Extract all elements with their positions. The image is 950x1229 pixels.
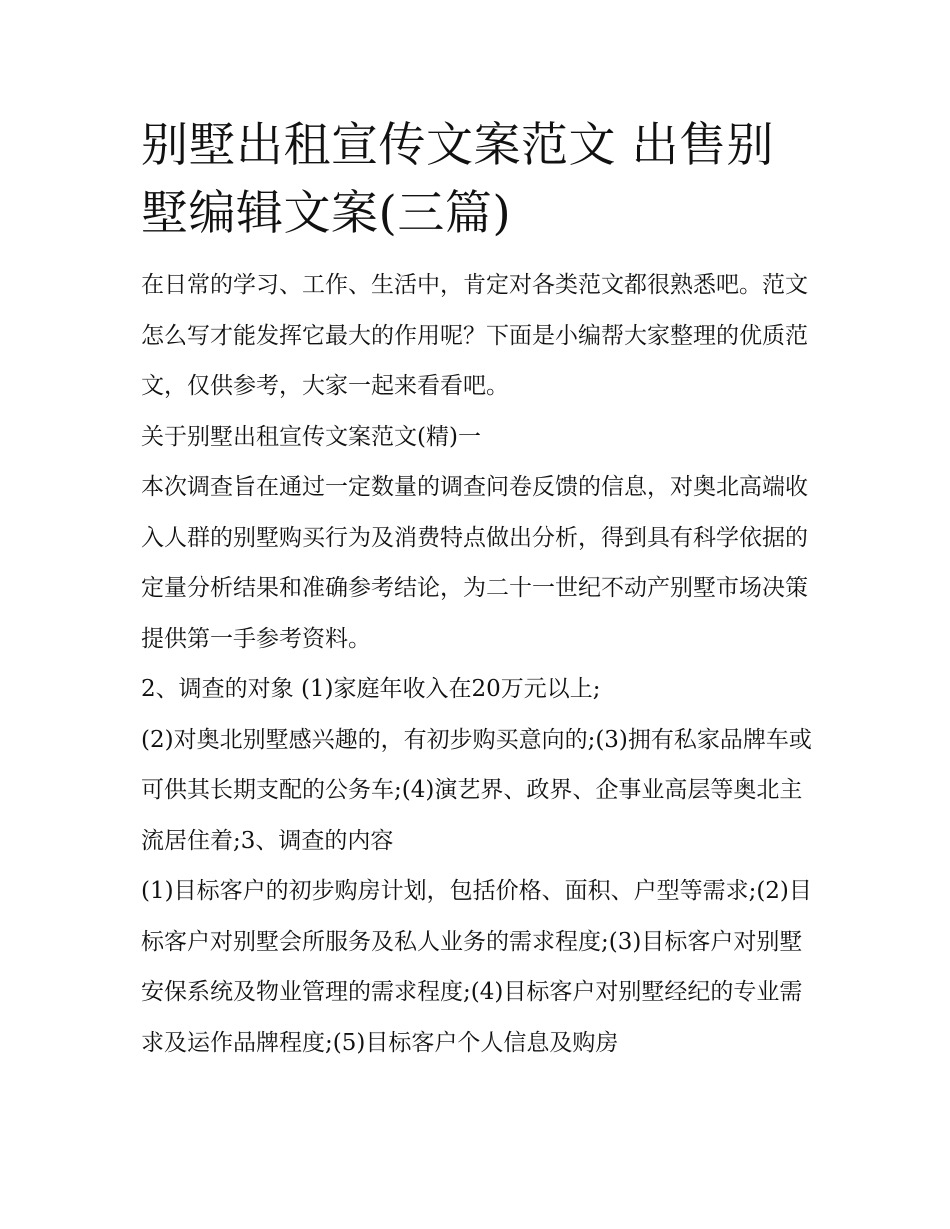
paragraph-target-criteria: (2)对奥北别墅感兴趣的，有初步购买意向的;(3)拥有私家品牌车或可供其长期支配的公务车;(4)演艺界、政界、企事业高层等奥北主流居住着;3、调查的内容 [141,726,812,854]
document-body [141,260,813,1068]
paragraph-survey-purpose: 本次调查旨在通过一定数量的调查问卷反馈的信息，对奥北高端收入人群的别墅购买行为及消费特点做出分析，得到具有科学依据的定量分析结果和准确参考结论，为二十一世纪不动产别墅市场决策提供第一手参考资料。 [141,474,808,652]
paragraph-intro: 在日常的学习、工作、生活中，肯定对各类范文都很熟悉吧。范文怎么写才能发挥它最大的作用呢？下面是小编帮大家整理的优质范文，仅供参考，大家一起来看看吧。 [141,272,808,399]
paragraph-survey-content: (1)目标客户的初步购房计划，包括价格、面积、户型等需求;(2)目标客户对别墅会所服务及私人业务的需求程度;(3)目标客户对别墅安保系统及物业管理的需求程度;(4)目标客户对别墅经纪的专业需求及运作品牌程度;(5)目标客户个人信息及购房 [141,878,812,1056]
paragraph-section-heading: 关于别墅出租宣传文案范文(精)一 [141,423,481,450]
document-title: 别墅出租宣传文案范文 出售别墅编辑文案(三篇) [141,118,774,241]
document-page [141,112,813,1068]
paragraph-survey-target: 2、调查的对象 (1)家庭年收入在20万元以上; [141,676,601,702]
